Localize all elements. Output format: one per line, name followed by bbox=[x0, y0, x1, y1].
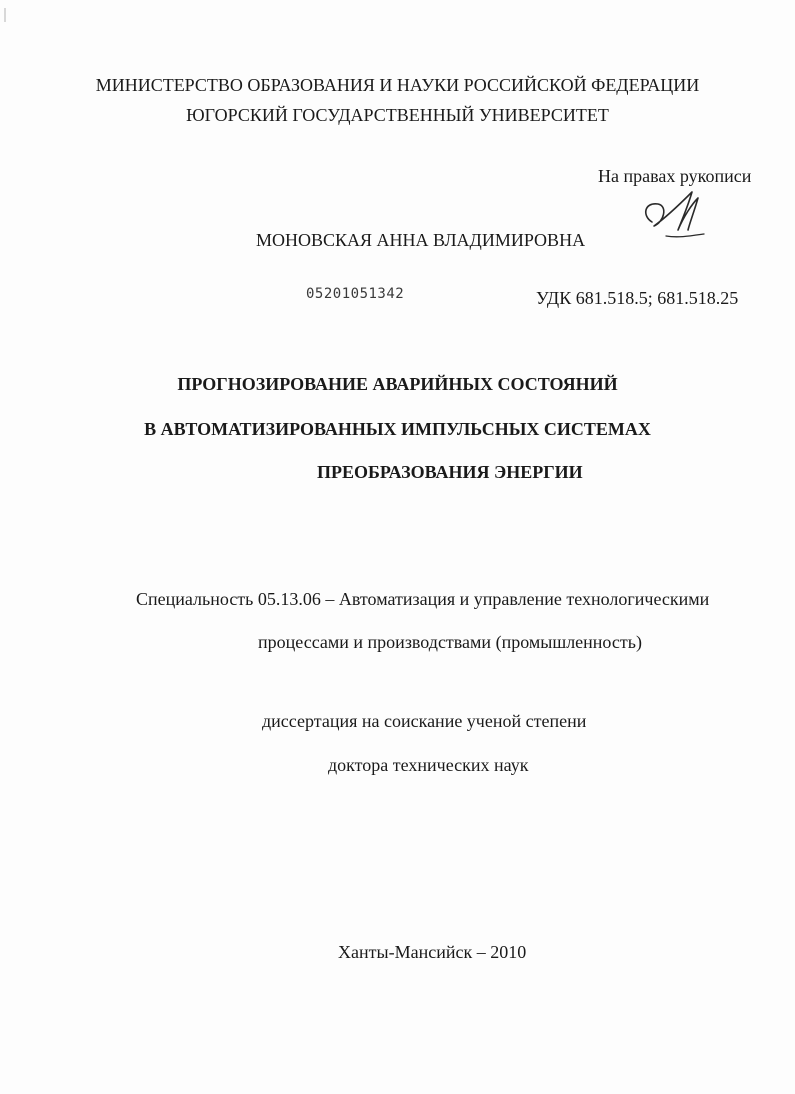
udk-code: УДК 681.518.5; 681.518.25 bbox=[536, 288, 739, 308]
scan-edge-mark bbox=[4, 8, 6, 22]
place-and-year: Ханты-Мансийск – 2010 bbox=[338, 942, 527, 962]
ministry-heading: МИНИСТЕРСТВО ОБРАЗОВАНИЯ И НАУКИ РОССИЙСКОЙ ФЕДЕРАЦИИ bbox=[95, 75, 700, 95]
title-line-1: ПРОГНОЗИРОВАНИЕ АВАРИЙНЫХ СОСТОЯНИЙ bbox=[177, 374, 618, 394]
degree-line-1: диссертация на соискание ученой степени bbox=[262, 711, 587, 731]
university-heading: ЮГОРСКИЙ ГОСУДАРСТВЕННЫЙ УНИВЕРСИТЕТ bbox=[186, 105, 609, 125]
degree-line-2: доктора технических наук bbox=[328, 755, 529, 775]
specialty-line-1: Специальность 05.13.06 – Автоматизация и управление технологическими bbox=[136, 589, 710, 609]
signature-icon bbox=[638, 186, 708, 242]
author-name: МОНОВСКАЯ АННА ВЛАДИМИРОВНА bbox=[256, 230, 586, 250]
title-line-3: ПРЕОБРАЗОВАНИЯ ЭНЕРГИИ bbox=[317, 462, 583, 482]
title-line-2: В АВТОМАТИЗИРОВАННЫХ ИМПУЛЬСНЫХ СИСТЕМАХ bbox=[144, 419, 651, 439]
registration-number-stamp: 05201051342 bbox=[306, 286, 405, 302]
rights-note: На правах рукописи bbox=[598, 166, 752, 186]
specialty-line-2: процессами и производствами (промышленность) bbox=[258, 632, 642, 652]
